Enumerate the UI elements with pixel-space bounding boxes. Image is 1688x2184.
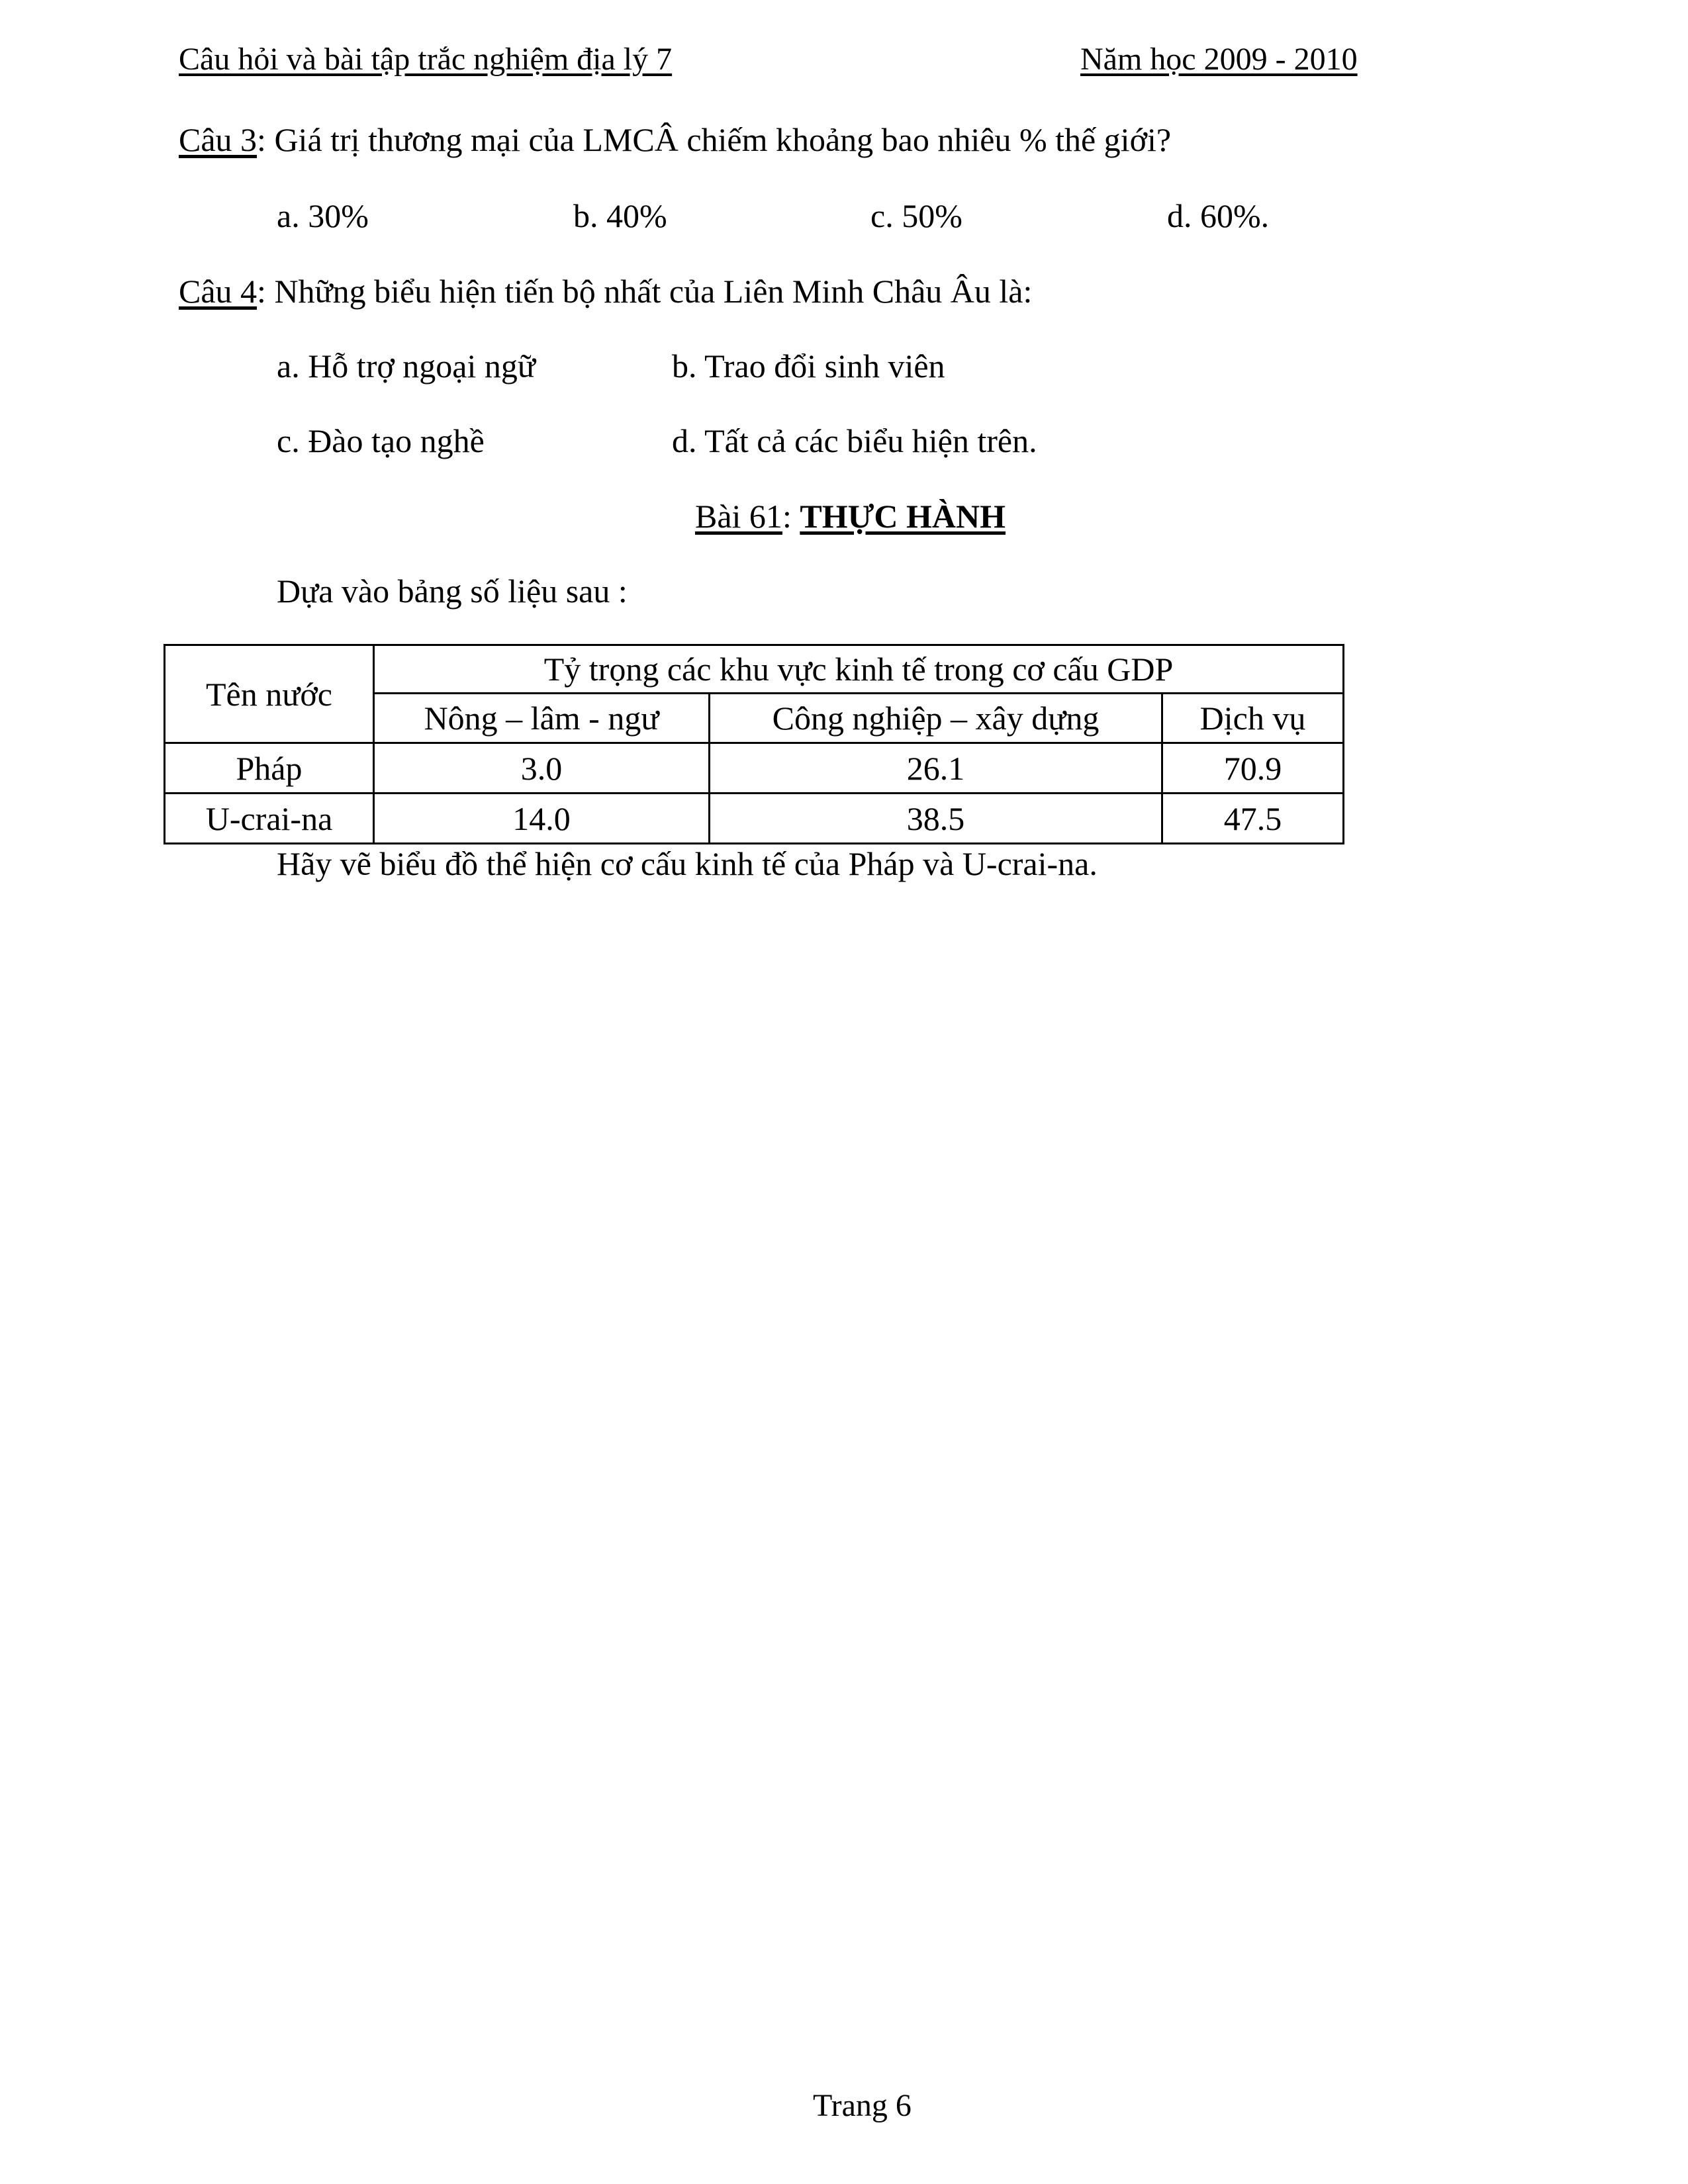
gdp-structure-table [164,644,1344,844]
table-header-agriculture: Nông – lâm - ngư [374,694,710,743]
page-number: Trang 6 [813,2088,912,2123]
table-header-group: Tỷ trọng các khu vực kinh tế trong cơ cấu GDP [374,645,1344,694]
question-3-text: : Giá trị thương mại của LMCÂ chiếm khoảng bao nhiêu % thế giới? [257,121,1172,158]
question-3-label: Câu 3 [179,121,258,158]
table-cell-value: 26.1 [710,743,1162,794]
table-cell-country: U-crai-na [165,794,374,844]
table-header-services: Dịch vụ [1162,694,1344,743]
question-4-text: : Những biểu hiện tiến bộ nhất của Liên Minh Châu Âu là: [257,273,1033,310]
question-3-option-b: b. 40% [573,197,667,234]
lesson-separator: : [782,498,800,535]
lesson-label: Bài 61 [695,498,782,535]
table-cell-country: Pháp [165,743,374,794]
table-intro: Dựa vào bảng số liệu sau : [277,572,628,610]
table-row [165,794,1344,844]
question-3-option-c: c. 50% [870,197,962,234]
lesson-title: THỰC HÀNH [800,498,1006,535]
table-cell-value: 47.5 [1162,794,1344,844]
question-4-option-c: c. Đào tạo nghề [277,422,485,459]
table-cell-value: 14.0 [374,794,710,844]
header-doc-title: Câu hỏi và bài tập trắc nghiệm địa lý 7 [179,42,673,77]
table-header-industry: Công nghiệp – xây dựng [710,694,1162,743]
lesson-heading [695,500,1006,533]
question-4 [179,275,1032,308]
task-instruction: Hãy vẽ biểu đồ thể hiện cơ cấu kinh tế của Pháp và U-crai-na. [277,845,1098,882]
header-school-year: Năm học 2009 - 2010 [1080,42,1358,77]
table-cell-value: 70.9 [1162,743,1344,794]
table-cell-value: 38.5 [710,794,1162,844]
question-3-option-d: d. 60%. [1167,197,1270,234]
table-row [165,743,1344,794]
question-4-label: Câu 4 [179,273,258,310]
table-header-country: Tên nước [165,645,374,743]
question-4-option-b: b. Trao đổi sinh viên [672,347,945,385]
question-4-option-d: d. Tất cả các biểu hiện trên. [672,422,1037,459]
question-3-option-a: a. 30% [277,197,369,234]
question-4-option-a: a. Hỗ trợ ngoại ngữ [277,347,536,385]
question-3 [179,123,1171,156]
table-cell-value: 3.0 [374,743,710,794]
